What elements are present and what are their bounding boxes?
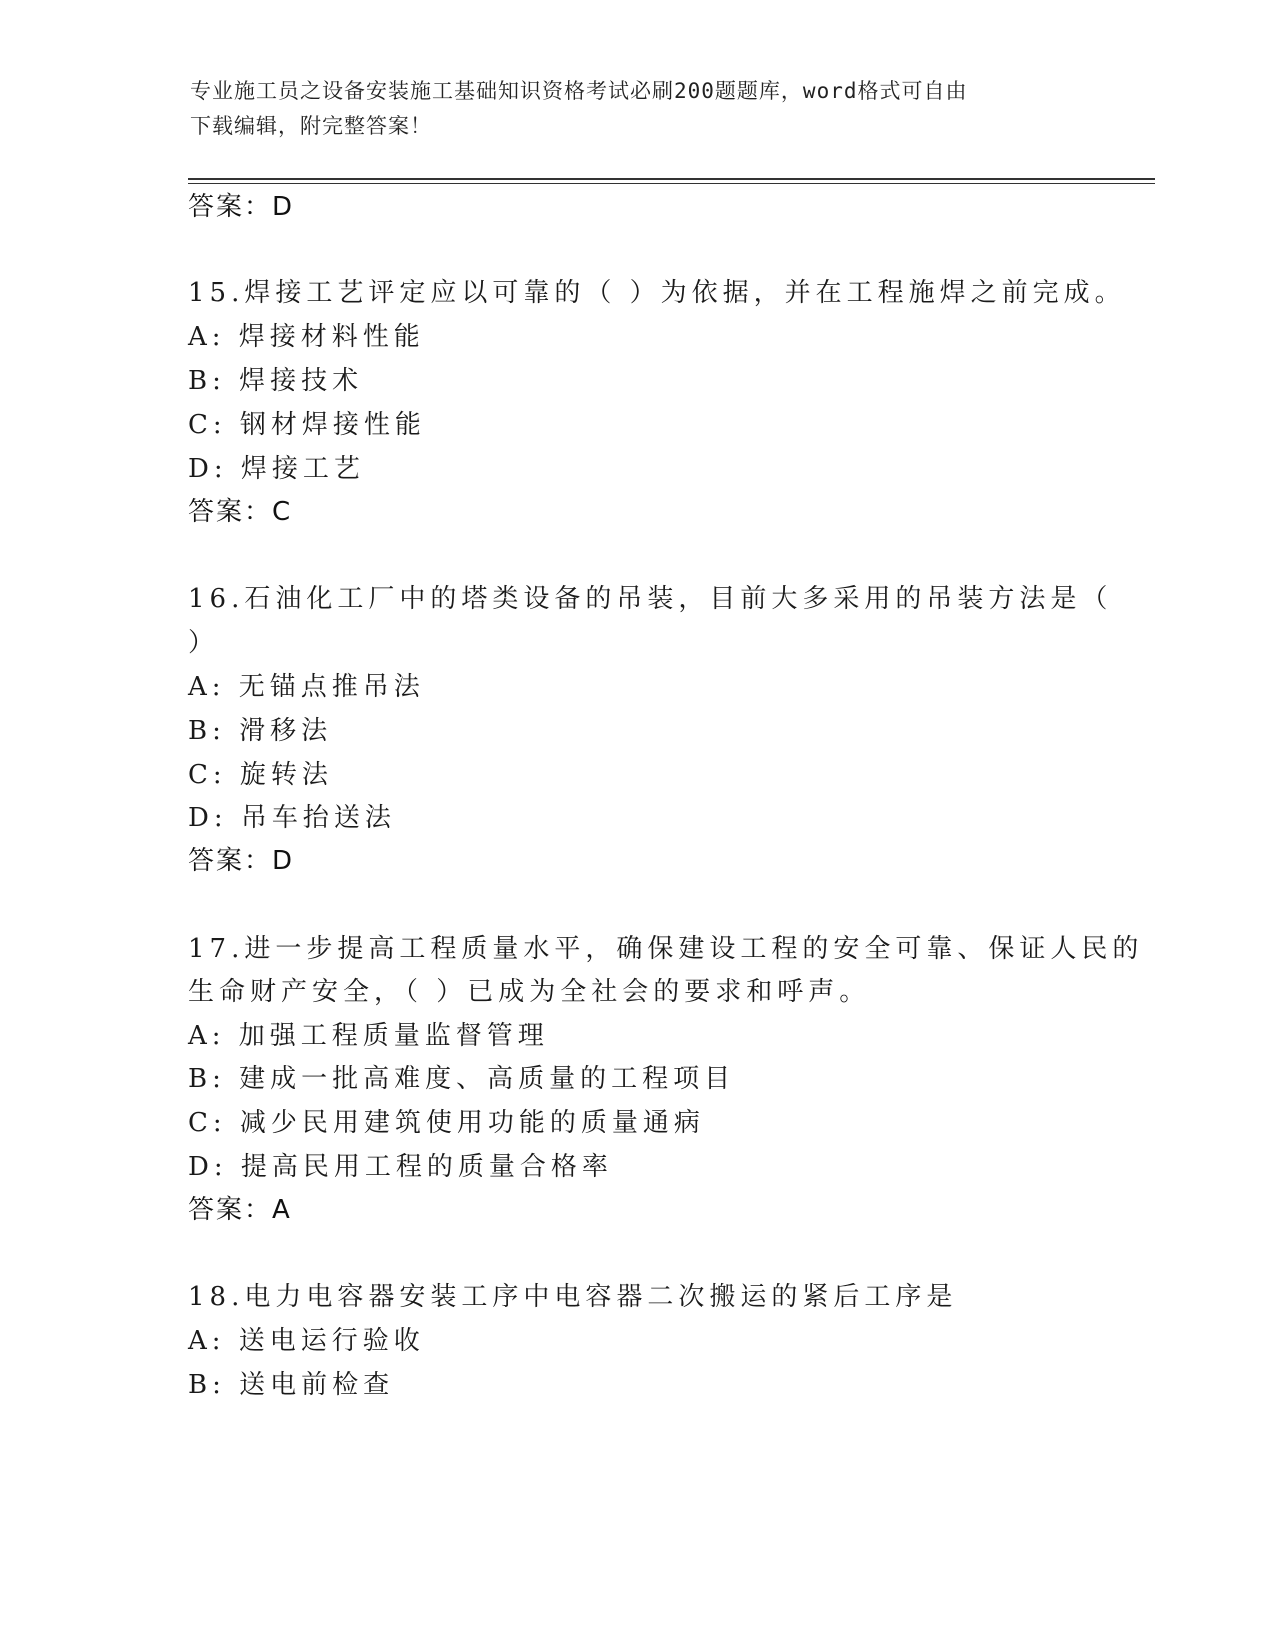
question-16-answer: 答案：D: [188, 846, 295, 876]
question-17-option-d: D: 提高民用工程的质量合格率: [188, 1152, 613, 1182]
question-18-option-b: B: 送电前检查: [188, 1370, 395, 1400]
question-15-text: 15.焊接工艺评定应以可靠的（ ）为依据，并在工程施焊之前完成。: [188, 278, 1126, 308]
question-15-option-c: C: 钢材焊接性能: [188, 410, 426, 440]
question-15-option-d: D: 焊接工艺: [188, 454, 365, 484]
question-15-option-a: A: 焊接材料性能: [188, 322, 425, 352]
question-17-text-line-1: 17.进一步提高工程质量水平，确保建设工程的安全可靠、保证人民的: [188, 934, 1144, 964]
question-18-option-a: A: 送电运行验收: [188, 1326, 425, 1356]
document-header: [190, 74, 1090, 144]
question-17-option-a: A: 加强工程质量监督管理: [188, 1021, 549, 1051]
question-17-option-c: C: 减少民用建筑使用功能的质量通病: [188, 1108, 705, 1138]
question-16-option-b: B: 滑移法: [188, 716, 333, 746]
question-15-answer: 答案：C: [188, 497, 293, 527]
question-17-text-line-2: 生命财产安全，（ ）已成为全社会的要求和呼声。: [188, 977, 871, 1007]
question-15-option-b: B: 焊接技术: [188, 366, 364, 396]
header-line-1: 专业施工员之设备安装施工基础知识资格考试必刷200题题库，word格式可自由: [190, 79, 968, 103]
header-divider-thick: [188, 178, 1155, 180]
question-16-option-a: A: 无锚点推吊法: [188, 672, 425, 702]
question-17-answer: 答案：A: [188, 1195, 292, 1225]
question-16-text-line-1: 16.石油化工厂中的塔类设备的吊装，目前大多采用的吊装方法是（: [188, 584, 1113, 614]
question-16-text-line-2: ）: [188, 628, 220, 658]
question-17-option-b: B: 建成一批高难度、高质量的工程项目: [188, 1064, 736, 1094]
header-divider-thin: [188, 183, 1155, 184]
question-16-option-d: D: 吊车抬送法: [188, 803, 396, 833]
header-line-2: 下载编辑，附完整答案！: [190, 114, 432, 138]
question-16-option-c: C: 旋转法: [188, 760, 333, 790]
question-18-text: 18.电力电容器安装工序中电容器二次搬运的紧后工序是: [188, 1282, 958, 1312]
previous-answer: 答案：D: [188, 192, 295, 222]
